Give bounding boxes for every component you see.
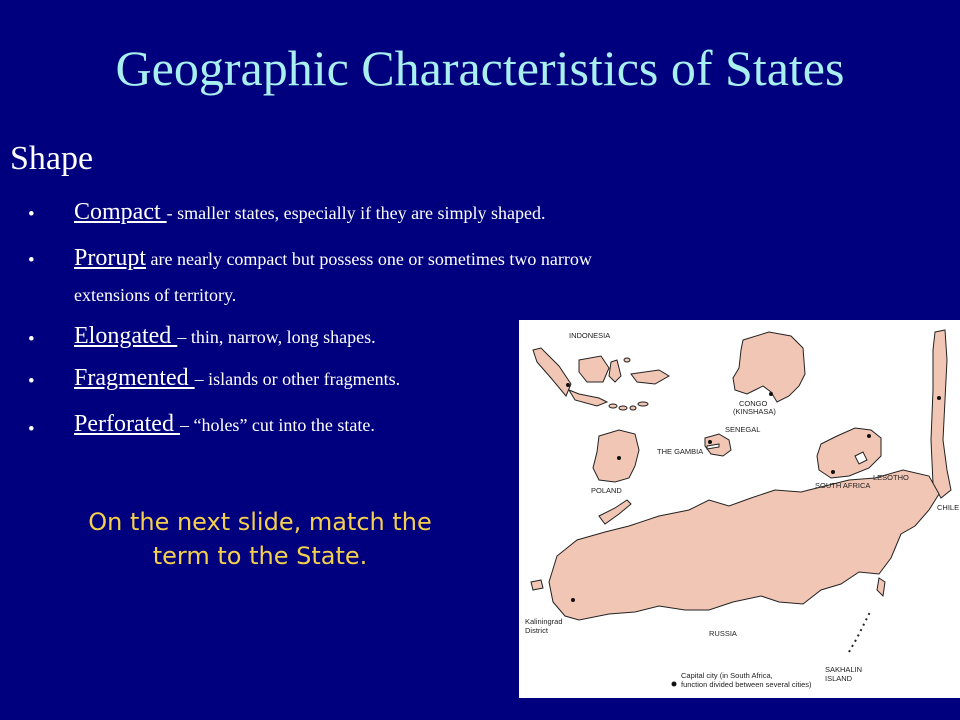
label-poland: POLAND (591, 486, 622, 495)
term-prorupt: Prorupt (74, 245, 146, 271)
kuril-islands-dots (849, 610, 871, 652)
desc-prorupt-line2: extensions of territory. (74, 285, 237, 305)
instruction-note (30, 505, 490, 573)
label-kaliningrad: Kaliningrad (525, 617, 563, 626)
label-sakhalin-island: ISLAND (825, 674, 853, 683)
indonesia-shape (533, 348, 669, 410)
desc-elongated: – thin, narrow, long shapes. (177, 327, 376, 347)
legend-text-line1: Capital city (in South Africa, (681, 671, 773, 680)
desc-prorupt: are nearly compact but possess one or sometimes two narrow (146, 249, 592, 269)
list-item (74, 200, 546, 226)
chile-shape (931, 330, 951, 498)
bullet-marker: • (28, 419, 35, 440)
note-line-2: term to the State. (152, 542, 368, 570)
desc-fragmented: – islands or other fragments. (194, 369, 401, 389)
note-line-1: On the next slide, match the (88, 508, 432, 536)
list-item (74, 366, 400, 392)
poland-shape (593, 430, 639, 482)
bullet-marker: • (28, 250, 35, 271)
label-kaliningrad-district: District (525, 626, 548, 635)
label-russia: RUSSIA (709, 629, 737, 638)
section-heading: Shape (10, 140, 94, 177)
novaya-zemlya-shape (599, 500, 631, 524)
label-chile: CHILE (937, 503, 960, 512)
list-item (74, 412, 375, 438)
label-gambia: THE GAMBIA (657, 447, 704, 456)
bullet-marker: • (28, 329, 35, 350)
desc-perforated: – “holes” cut into the state. (179, 415, 375, 435)
label-lesotho: LESOTHO (873, 473, 909, 482)
legend-text-line2: function divided between several cities) (681, 680, 812, 689)
term-perforated: Perforated (74, 411, 180, 437)
desc-compact: - smaller states, especially if they are simply shaped. (166, 203, 546, 223)
bullet-marker: • (28, 204, 35, 225)
sakhalin-shape (877, 578, 885, 596)
term-fragmented: Fragmented (74, 365, 195, 391)
label-senegal: SENEGAL (725, 425, 761, 434)
list-item (74, 246, 592, 272)
term-compact: Compact (74, 199, 167, 225)
label-indonesia: INDONESIA (569, 331, 611, 340)
label-south-africa: SOUTH AFRICA (815, 481, 871, 490)
term-elongated: Elongated (74, 323, 178, 349)
bullet-marker: • (28, 371, 35, 392)
state-shapes-map (519, 320, 960, 698)
label-congo: CONGO (739, 399, 768, 408)
slide-title: Geographic Characteristics of States (115, 40, 845, 96)
map-illustration (519, 320, 960, 698)
label-sakhalin: SAKHALIN (825, 665, 863, 674)
list-item (74, 324, 376, 350)
congo-shape (733, 332, 805, 402)
label-congo-kinshasa: (KINSHASA) (733, 407, 776, 416)
kaliningrad-shape (531, 580, 543, 590)
south-africa-shape (817, 428, 881, 478)
